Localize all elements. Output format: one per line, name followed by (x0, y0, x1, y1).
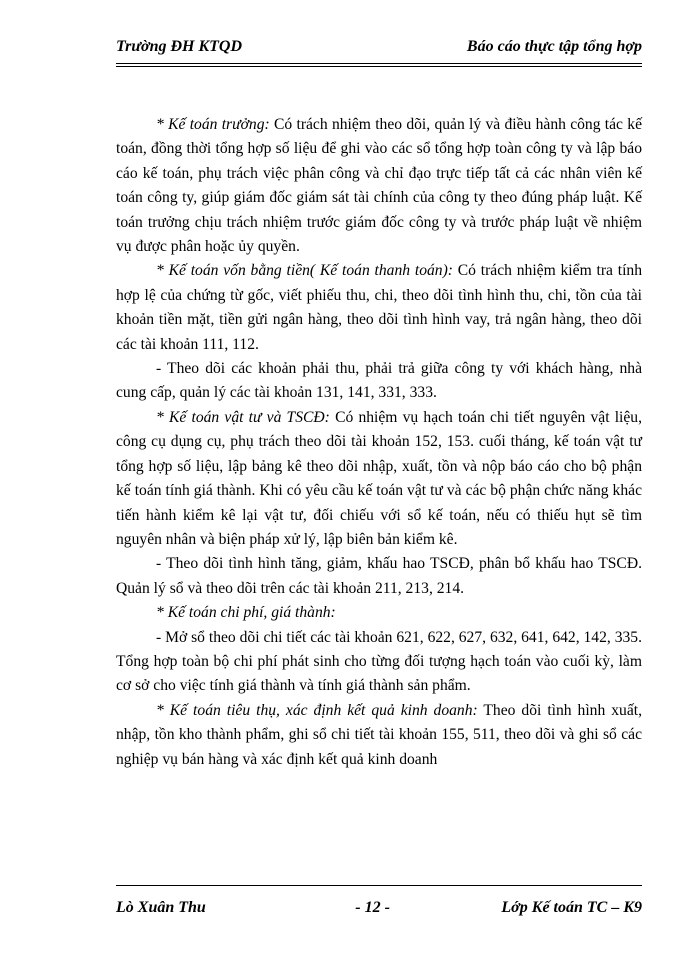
paragraph-text: Có trách nhiệm theo dõi, quản lý và điều hành công tác kế toán, đồng thời tổng hợp số liệu để ghi vào các sổ tổng hợp toàn công ty và lập báo cáo kế toán, phụ trách việc phân công và chỉ đạo trực tiếp tất cả các nhân viên kế toán công ty, giúp giám đốc giám sát tài chính của công ty theo đúng pháp luật. Kế toán trưởng chịu trách nhiệm trước giám đốc công ty và trước pháp luật về nhiệm vụ được phân hoặc ủy quyền. (116, 116, 642, 256)
paragraph-text: Có nhiệm vụ hạch toán chi tiết nguyên vật liệu, công cụ dụng cụ, phụ trách theo dõi tài khoản 152, 153. cuối tháng, kế toán vật tư tổng hợp số liệu, lập bảng kê theo dõi nhập, xuất, tồn và nộp báo cáo cho bộ phận kế toán tính giá thành. Khi có yêu cầu kế toán vật tư và các bộ phận chức năng khác tiến hành kiểm kê lại vật tư, đối chiếu với sổ kế toán, nếu có thiếu hụt sẽ tìm nguyên nhân và biện pháp xử lý, lập biên bản kiểm kê. (116, 408, 642, 548)
paragraph-cost-details (116, 626, 642, 699)
paragraph-text: - Mở sổ theo dõi chi tiết các tài khoản 621, 622, 627, 632, 641, 642, 142, 335. Tổng hợp toàn bộ chi phí phát sinh cho từng đối tượng hạch toán vào cuối kỳ, làm cơ sở cho việc tính giá thành và tính giá thành sản phẩm. (116, 628, 642, 695)
header-report-title: Báo cáo thực tập tổng hợp (466, 38, 642, 55)
paragraph-depreciation (116, 552, 642, 601)
footer-class: Lớp Kế toán TC – K9 (501, 899, 642, 916)
paragraph-cost-accountant (116, 601, 642, 625)
page-header (116, 38, 642, 56)
paragraph-text: Theo dõi tình hình xuất, nhập, tồn kho thành phẩm, ghi sổ chi tiết tài khoản 155, 511, theo dõi và ghi sổ các nghiệp vụ bán hàng và xác định kết quả kinh doanh (116, 701, 642, 768)
paragraph-label: * Kế toán trưởng: (156, 116, 270, 133)
paragraph-sales-results (116, 699, 642, 772)
paragraph-label: * Kế toán vốn bằng tiền( Kế toán thanh toán): (156, 262, 453, 280)
paragraph-text: Có trách nhiệm kiểm tra tính hợp lệ của chứng từ gốc, viết phiếu thu, chi, theo dõi tình hình thu, chi, tồn của tài khoản tiền mặt, tiền gửi ngân hàng, theo dõi tình hình vay, trả ngân hàng, theo dõi các tài khoản 111, 112. (116, 262, 642, 353)
document-body (116, 113, 642, 772)
footer-rule (116, 885, 642, 886)
footer-author: Lò Xuân Thu (116, 899, 206, 916)
paragraph-text: - Theo dõi tình hình tăng, giảm, khấu hao TSCĐ, phân bổ khấu hao TSCĐ. Quản lý sổ và theo dõi trên các tài khoản 211, 213, 214. (116, 555, 642, 597)
paragraph-text: - Theo dõi các khoản phải thu, phải trả giữa công ty với khách hàng, nhà cung cấp, quản lý các tài khoản 131, 141, 331, 333. (116, 360, 642, 402)
header-school: Trường ĐH KTQD (116, 38, 243, 55)
paragraph-receivables (116, 357, 642, 406)
paragraph-materials-assets (116, 406, 642, 552)
paragraph-chief-accountant (116, 113, 642, 259)
paragraph-label: * Kế toán tiêu thụ, xác định kết quả kinh doanh: (156, 701, 478, 719)
paragraph-label: * Kế toán chi phí, giá thành: (156, 604, 336, 622)
paragraph-label: * Kế toán vật tư và TSCĐ: (156, 408, 330, 426)
page-number: - 12 - (355, 899, 390, 916)
page-footer (116, 899, 642, 917)
paragraph-cash-accountant (116, 259, 642, 357)
header-rule (116, 63, 642, 67)
